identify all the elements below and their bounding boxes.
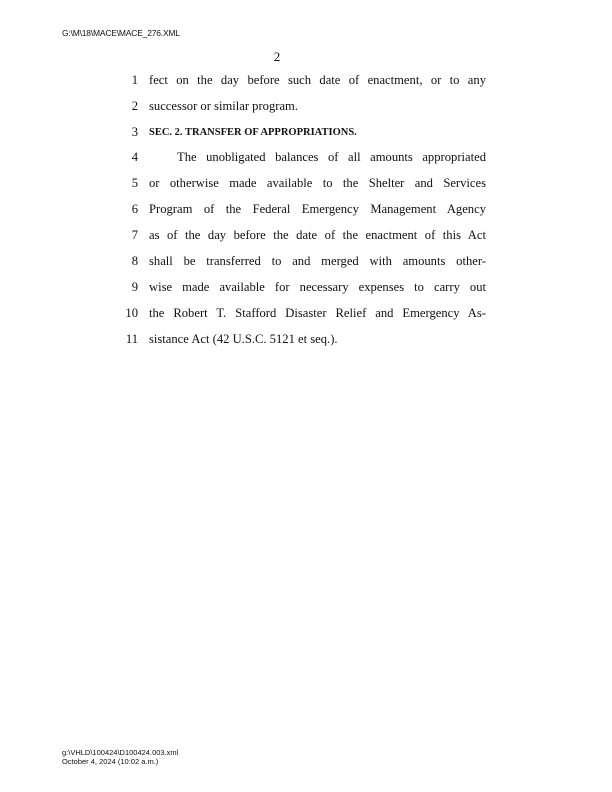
line-number: 2	[131, 99, 138, 113]
section-heading: SEC. 2. TRANSFER OF APPROPRIATIONS.	[149, 127, 357, 138]
line-text: or otherwise made available to the Shelter and Services	[149, 176, 486, 190]
line-text: as of the day before the date of the enactment of this Act	[149, 228, 486, 242]
line-text: The unobligated balances of all amounts appropriated	[177, 150, 486, 164]
line-number: 9	[131, 280, 138, 294]
line-text: Program of the Federal Emergency Management Agency	[149, 202, 486, 216]
line-text: sistance Act (42 U.S.C. 5121 et seq.).	[149, 332, 338, 346]
text-line	[110, 99, 486, 119]
line-number: 5	[131, 176, 138, 190]
line-number: 10	[125, 306, 138, 320]
line-number: 11	[125, 332, 138, 346]
line-number: 4	[131, 150, 138, 164]
text-line	[110, 254, 486, 274]
line-number: 3	[131, 125, 138, 139]
text-line	[110, 306, 486, 326]
text-line	[110, 332, 486, 352]
line-text: shall be transferred to and merged with amounts other-	[149, 254, 486, 268]
line-text: wise made available for necessary expenses to carry out	[149, 280, 486, 294]
text-line	[110, 228, 486, 248]
section-heading-line	[110, 125, 486, 145]
line-text: the Robert T. Stafford Disaster Relief and Emergency As-	[149, 306, 486, 320]
page-number: 2	[273, 49, 281, 64]
text-line	[110, 150, 486, 170]
line-number: 6	[131, 202, 138, 216]
text-line	[110, 202, 486, 222]
footer-file-path: g:\VHLD\100424\D100424.003.xml	[62, 748, 179, 757]
line-number: 8	[131, 254, 138, 268]
line-number: 7	[131, 228, 138, 242]
footer	[62, 748, 178, 766]
text-line	[110, 280, 486, 300]
text-line	[110, 176, 486, 196]
line-text: fect on the day before such date of enactment, or to any	[149, 73, 486, 87]
footer-date: October 4, 2024 (10:02 a.m.)	[62, 757, 159, 766]
file-path-header: G:\M\18\MACE\MACE_276.XML	[62, 28, 180, 38]
line-text: successor or similar program.	[149, 99, 298, 113]
text-line	[110, 73, 486, 93]
line-number: 1	[131, 73, 138, 87]
